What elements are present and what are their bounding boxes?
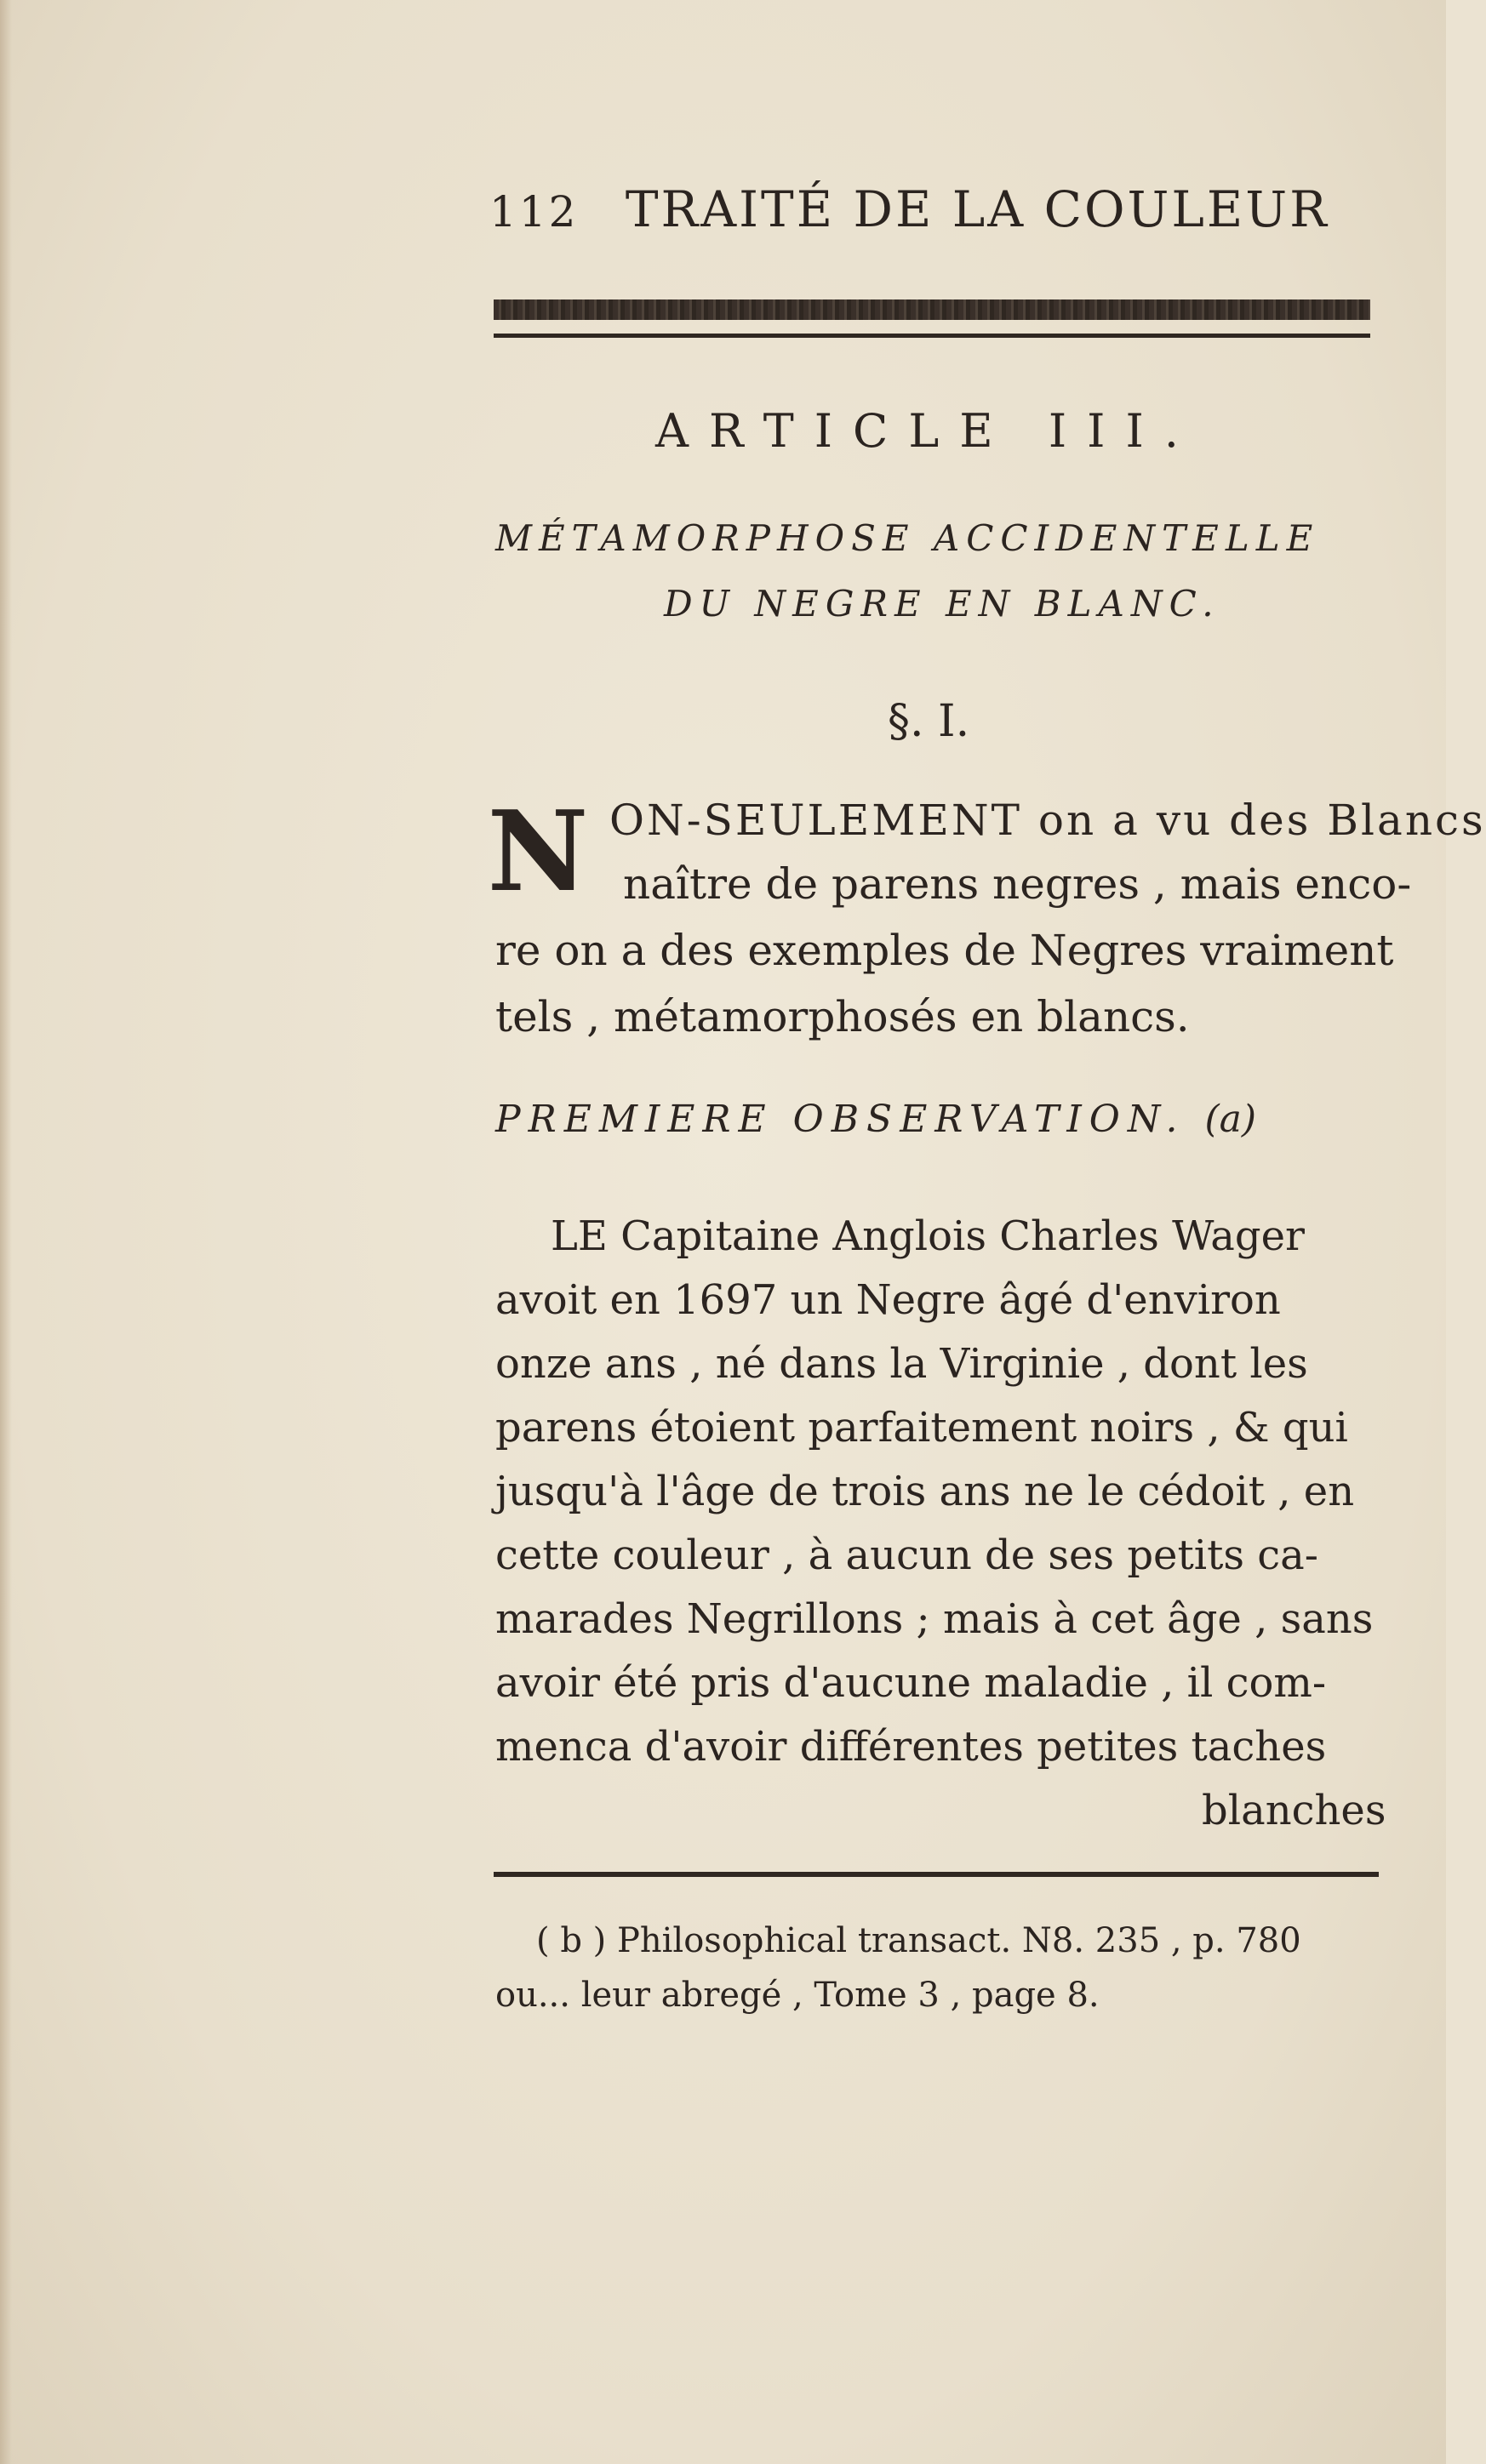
running-head <box>489 180 1329 238</box>
drop-cap <box>487 786 589 916</box>
article-subtitle-line1: MÉTAMORPHOSE ACCIDENTELLE <box>495 517 1320 559</box>
intro-line: re on a des exemples de Negres vraiment <box>495 926 1394 975</box>
intro-line: ON-SEULEMENT on a vu des Blancs <box>609 796 1486 845</box>
paragraph-line: LE Capitaine Anglois Charles Wager <box>551 1212 1305 1260</box>
intro-line: naître de parens negres , mais enco- <box>623 859 1412 909</box>
article-heading: ARTICLE III. <box>655 404 1199 458</box>
page-edge-shadow <box>0 0 12 2464</box>
footnote-line: ou... leur abregé , Tome 3 , page 8. <box>495 1976 1100 2015</box>
paragraph-line: avoit en 1697 un Negre âgé d'environ <box>495 1276 1281 1324</box>
drop-cap-letter: N <box>487 786 589 916</box>
observation-heading <box>495 1098 1256 1141</box>
ornamental-rule-thin <box>494 334 1370 338</box>
paragraph-line: cette couleur , à aucun de ses petits ca- <box>495 1531 1318 1579</box>
observation-title: PREMIERE OBSERVATION. <box>495 1098 1186 1141</box>
ornamental-rule <box>494 299 1370 320</box>
page-number: 112 <box>489 187 579 237</box>
paragraph-line: jusqu'à l'âge de trois ans ne le cédoit , en <box>495 1468 1355 1515</box>
footnote-rule <box>494 1872 1379 1877</box>
observation-note-ref: (a) <box>1204 1098 1257 1141</box>
paragraph-line: parens étoient parfaitement noirs , & qui <box>495 1404 1348 1452</box>
paragraph-line: onze ans , né dans la Virginie , dont les <box>495 1340 1308 1388</box>
catchword: blanches <box>1202 1787 1386 1834</box>
paragraph-line: menca d'avoir différentes petites taches <box>495 1723 1327 1771</box>
footnote-line: ( b ) Philosophical transact. N8. 235 , p. 780 <box>536 1921 1301 1960</box>
article-subtitle-line2: DU NEGRE EN BLANC. <box>664 583 1220 625</box>
running-head-title: TRAITÉ DE LA COULEUR <box>625 180 1329 238</box>
section-mark: §. I. <box>888 696 970 747</box>
paragraph-line: avoir été pris d'aucune maladie , il com- <box>495 1659 1327 1707</box>
intro-line: tels , métamorphosés en blancs. <box>495 992 1190 1041</box>
paragraph-line: marades Negrillons ; mais à cet âge , sans <box>495 1595 1374 1643</box>
